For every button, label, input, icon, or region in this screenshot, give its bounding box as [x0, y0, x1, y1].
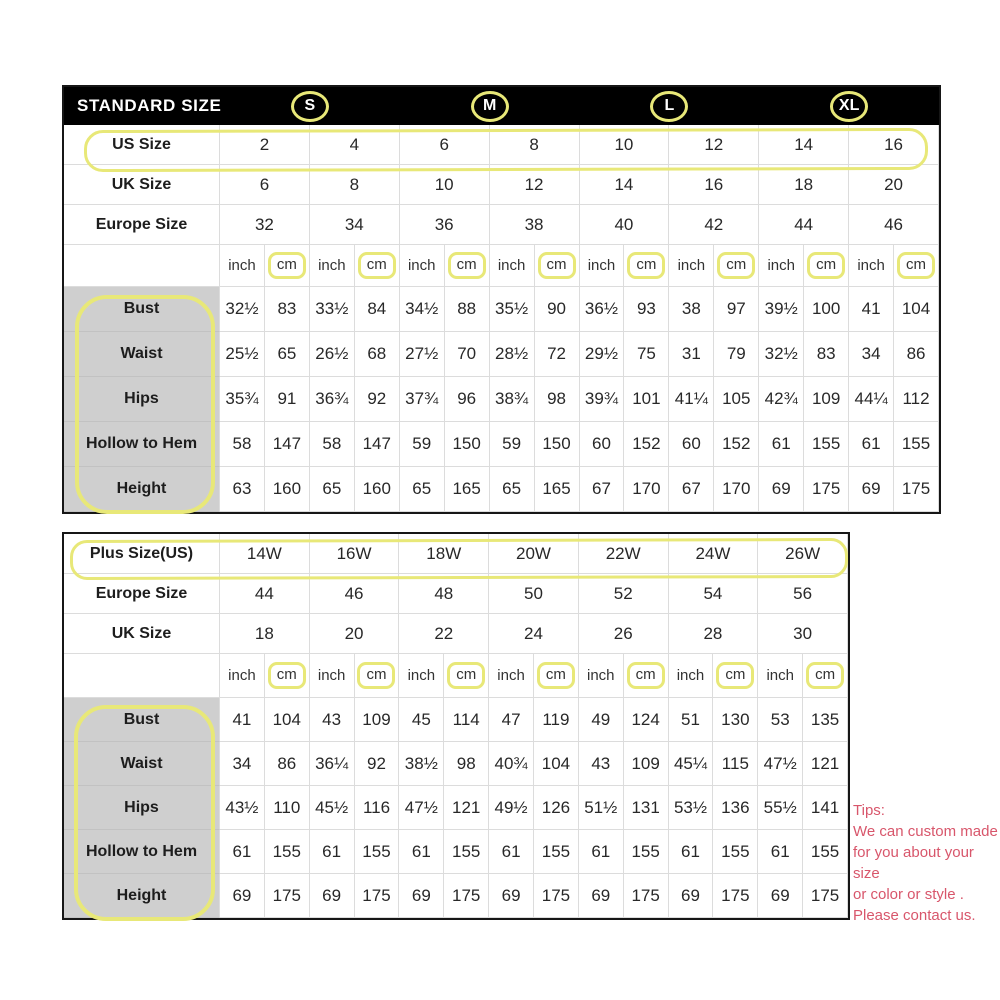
measurement-value-cell: 36¼ — [310, 742, 355, 786]
measurement-value-cell: 109 — [804, 377, 849, 422]
size-value-cell: 38 — [490, 205, 580, 245]
size-value-cell: 6 — [220, 165, 310, 205]
measurement-value-cell: 175 — [803, 874, 848, 918]
measurement-value-cell: 45¼ — [669, 742, 714, 786]
size-row-label: Europe Size — [64, 205, 220, 245]
measurement-value-cell: 58 — [310, 422, 355, 467]
measurement-value-cell: 61 — [579, 830, 624, 874]
cm-highlight-box: cm — [268, 662, 306, 689]
size-value-cell: 18W — [399, 534, 489, 574]
unit-cm-cell — [624, 654, 669, 698]
size-value-cell: 24 — [489, 614, 579, 654]
unit-inch-cell: inch — [399, 654, 444, 698]
measurement-value-cell: 112 — [894, 377, 939, 422]
measurement-value-cell: 41 — [849, 287, 894, 332]
tips-line: for you about your size — [853, 844, 974, 882]
measurement-value-cell: 47½ — [758, 742, 803, 786]
measurement-value-cell: 60 — [669, 422, 714, 467]
standard-size-title: STANDARD SIZE — [77, 96, 222, 115]
size-value-cell: 18 — [220, 614, 310, 654]
standard-size-grid — [64, 125, 939, 512]
measurement-value-cell: 70 — [445, 332, 490, 377]
size-value-cell: 54 — [669, 574, 759, 614]
cm-highlight-box: cm — [447, 662, 485, 689]
measurement-value-cell: 90 — [535, 287, 580, 332]
size-value-cell: 24W — [669, 534, 759, 574]
measurement-value-cell: 61 — [669, 830, 714, 874]
measurement-value-cell: 119 — [534, 698, 579, 742]
size-value-cell: 14 — [580, 165, 670, 205]
measurement-value-cell: 160 — [355, 467, 400, 512]
measurement-value-cell: 69 — [758, 874, 803, 918]
tips-line: or color or style . — [853, 886, 964, 903]
size-value-cell: 42 — [669, 205, 759, 245]
size-value-cell: 10 — [580, 125, 670, 165]
measurement-value-cell: 65 — [265, 332, 310, 377]
tips-note — [853, 800, 1000, 926]
size-value-cell: 48 — [399, 574, 489, 614]
measurement-row-label: Bust — [64, 698, 220, 742]
measurement-value-cell: 28½ — [490, 332, 535, 377]
measurement-value-cell: 116 — [355, 786, 400, 830]
size-value-cell: 32 — [220, 205, 310, 245]
measurement-value-cell: 130 — [713, 698, 758, 742]
unit-inch-cell: inch — [669, 245, 714, 287]
measurement-value-cell: 61 — [759, 422, 804, 467]
size-value-cell: 52 — [579, 574, 669, 614]
unit-cm-cell — [804, 245, 849, 287]
size-row-label: Plus Size(US) — [64, 534, 220, 574]
measurement-value-cell: 152 — [624, 422, 669, 467]
measurement-value-cell: 25½ — [220, 332, 265, 377]
measurement-value-cell: 34 — [849, 332, 894, 377]
measurement-value-cell: 150 — [535, 422, 580, 467]
measurement-value-cell: 155 — [713, 830, 758, 874]
tips-line: Please contact us. — [853, 907, 976, 924]
measurement-value-cell: 155 — [355, 830, 400, 874]
measurement-value-cell: 79 — [714, 332, 759, 377]
measurement-value-cell: 65 — [490, 467, 535, 512]
size-value-cell: 44 — [220, 574, 310, 614]
measurement-value-cell: 170 — [624, 467, 669, 512]
measurement-value-cell: 37¾ — [400, 377, 445, 422]
measurement-value-cell: 38 — [669, 287, 714, 332]
standard-size-header-bar — [64, 87, 939, 125]
size-value-cell: 34 — [310, 205, 400, 245]
measurement-value-cell: 83 — [265, 287, 310, 332]
measurement-value-cell: 152 — [714, 422, 759, 467]
unit-inch-cell: inch — [849, 245, 894, 287]
size-value-cell: 56 — [758, 574, 848, 614]
unit-inch-cell: inch — [400, 245, 445, 287]
unit-cm-cell — [534, 654, 579, 698]
measurement-row-label: Hips — [64, 786, 220, 830]
standard-size-table — [62, 85, 941, 514]
unit-inch-cell: inch — [310, 654, 355, 698]
measurement-value-cell: 175 — [804, 467, 849, 512]
measurement-row-label: Hips — [64, 377, 220, 422]
size-value-cell: 12 — [669, 125, 759, 165]
measurement-value-cell: 38¾ — [490, 377, 535, 422]
cm-highlight-box: cm — [717, 252, 755, 279]
measurement-value-cell: 55½ — [758, 786, 803, 830]
size-value-cell: 36 — [400, 205, 490, 245]
size-value-cell: 14 — [759, 125, 849, 165]
size-letter-slot — [580, 87, 760, 125]
measurement-value-cell: 175 — [894, 467, 939, 512]
size-row-label: US Size — [64, 125, 220, 165]
unit-inch-cell: inch — [579, 654, 624, 698]
measurement-value-cell: 91 — [265, 377, 310, 422]
measurement-value-cell: 150 — [445, 422, 490, 467]
measurement-value-cell: 93 — [624, 287, 669, 332]
measurement-value-cell: 98 — [535, 377, 580, 422]
measurement-value-cell: 61 — [310, 830, 355, 874]
size-letter-circle: M — [471, 91, 509, 122]
measurement-value-cell: 61 — [758, 830, 803, 874]
measurement-value-cell: 155 — [444, 830, 489, 874]
measurement-value-cell: 121 — [803, 742, 848, 786]
measurement-value-cell: 155 — [804, 422, 849, 467]
measurement-value-cell: 121 — [444, 786, 489, 830]
cm-highlight-box: cm — [268, 252, 306, 279]
size-value-cell: 26W — [758, 534, 848, 574]
size-letter-circle: XL — [830, 91, 868, 122]
measurement-value-cell: 105 — [714, 377, 759, 422]
unit-cm-cell — [355, 245, 400, 287]
unit-cm-cell — [265, 245, 310, 287]
measurement-value-cell: 175 — [444, 874, 489, 918]
size-letter-group — [220, 87, 939, 125]
cm-highlight-box: cm — [448, 252, 486, 279]
measurement-value-cell: 67 — [669, 467, 714, 512]
size-value-cell: 6 — [400, 125, 490, 165]
measurement-value-cell: 27½ — [400, 332, 445, 377]
unit-cm-cell — [444, 654, 489, 698]
size-value-cell: 40 — [580, 205, 670, 245]
measurement-value-cell: 72 — [535, 332, 580, 377]
measurement-value-cell: 88 — [445, 287, 490, 332]
plus-size-grid — [64, 534, 848, 918]
measurement-value-cell: 40¾ — [489, 742, 534, 786]
unit-cm-cell — [803, 654, 848, 698]
measurement-value-cell: 175 — [624, 874, 669, 918]
size-row-label: Europe Size — [64, 574, 220, 614]
unit-cm-cell — [265, 654, 310, 698]
measurement-value-cell: 44¼ — [849, 377, 894, 422]
measurement-value-cell: 100 — [804, 287, 849, 332]
measurement-row-label: Height — [64, 874, 220, 918]
measurement-value-cell: 65 — [310, 467, 355, 512]
measurement-value-cell: 175 — [265, 874, 310, 918]
measurement-value-cell: 147 — [355, 422, 400, 467]
unit-inch-cell: inch — [580, 245, 625, 287]
size-row-label: UK Size — [64, 614, 220, 654]
measurement-value-cell: 35¾ — [220, 377, 265, 422]
measurement-value-cell: 155 — [265, 830, 310, 874]
tips-line: We can custom made — [853, 823, 998, 840]
unit-cm-cell — [894, 245, 939, 287]
measurement-value-cell: 43 — [579, 742, 624, 786]
measurement-value-cell: 32½ — [220, 287, 265, 332]
measurement-value-cell: 136 — [713, 786, 758, 830]
measurement-value-cell: 41¼ — [669, 377, 714, 422]
measurement-value-cell: 175 — [355, 874, 400, 918]
unit-inch-cell: inch — [490, 245, 535, 287]
measurement-value-cell: 92 — [355, 742, 400, 786]
measurement-row-label: Bust — [64, 287, 220, 332]
plus-size-table — [62, 532, 850, 920]
unit-inch-cell: inch — [758, 654, 803, 698]
size-letter-slot — [759, 87, 939, 125]
measurement-value-cell: 45½ — [310, 786, 355, 830]
measurement-value-cell: 124 — [624, 698, 669, 742]
measurement-value-cell: 41 — [220, 698, 265, 742]
measurement-value-cell: 43 — [310, 698, 355, 742]
measurement-value-cell: 34 — [220, 742, 265, 786]
measurement-value-cell: 69 — [489, 874, 534, 918]
size-value-cell: 30 — [758, 614, 848, 654]
measurement-value-cell: 69 — [579, 874, 624, 918]
measurement-row-label: Height — [64, 467, 220, 512]
measurement-row-label: Waist — [64, 332, 220, 377]
measurement-value-cell: 104 — [265, 698, 310, 742]
measurement-value-cell: 155 — [894, 422, 939, 467]
size-value-cell: 8 — [490, 125, 580, 165]
measurement-value-cell: 114 — [444, 698, 489, 742]
measurement-value-cell: 61 — [489, 830, 534, 874]
measurement-value-cell: 86 — [265, 742, 310, 786]
measurement-value-cell: 59 — [490, 422, 535, 467]
size-value-cell: 16 — [849, 125, 939, 165]
measurement-value-cell: 69 — [669, 874, 714, 918]
unit-cm-cell — [355, 654, 400, 698]
measurement-value-cell: 63 — [220, 467, 265, 512]
measurement-value-cell: 31 — [669, 332, 714, 377]
measurement-value-cell: 68 — [355, 332, 400, 377]
measurement-row-label: Hollow to Hem — [64, 422, 220, 467]
measurement-value-cell: 32½ — [759, 332, 804, 377]
measurement-value-cell: 38½ — [399, 742, 444, 786]
size-value-cell: 12 — [490, 165, 580, 205]
cm-highlight-box: cm — [537, 662, 575, 689]
measurement-value-cell: 96 — [445, 377, 490, 422]
size-value-cell: 22 — [399, 614, 489, 654]
size-value-cell: 20W — [489, 534, 579, 574]
cm-highlight-box: cm — [807, 252, 845, 279]
measurement-value-cell: 51½ — [579, 786, 624, 830]
measurement-value-cell: 147 — [265, 422, 310, 467]
size-value-cell: 4 — [310, 125, 400, 165]
measurement-value-cell: 115 — [713, 742, 758, 786]
measurement-value-cell: 47 — [489, 698, 534, 742]
size-letter-slot — [400, 87, 580, 125]
measurement-value-cell: 155 — [624, 830, 669, 874]
unit-cm-cell — [713, 654, 758, 698]
measurement-value-cell: 69 — [399, 874, 444, 918]
cm-highlight-box: cm — [716, 662, 754, 689]
measurement-value-cell: 53½ — [669, 786, 714, 830]
measurement-value-cell: 135 — [803, 698, 848, 742]
size-letter-circle: S — [291, 91, 329, 122]
size-value-cell: 22W — [579, 534, 669, 574]
size-value-cell: 44 — [759, 205, 849, 245]
size-value-cell: 20 — [849, 165, 939, 205]
measurement-value-cell: 109 — [355, 698, 400, 742]
cm-highlight-box: cm — [806, 662, 844, 689]
measurement-value-cell: 43½ — [220, 786, 265, 830]
measurement-value-cell: 36¾ — [310, 377, 355, 422]
measurement-value-cell: 83 — [804, 332, 849, 377]
measurement-value-cell: 69 — [220, 874, 265, 918]
measurement-value-cell: 39½ — [759, 287, 804, 332]
size-value-cell: 8 — [310, 165, 400, 205]
size-value-cell: 28 — [669, 614, 759, 654]
tips-lines — [853, 821, 1000, 926]
size-value-cell: 46 — [849, 205, 939, 245]
measurement-value-cell: 49 — [579, 698, 624, 742]
cm-highlight-box: cm — [627, 662, 665, 689]
size-value-cell: 50 — [489, 574, 579, 614]
unit-inch-cell: inch — [759, 245, 804, 287]
measurement-value-cell: 35½ — [490, 287, 535, 332]
measurement-value-cell: 51 — [669, 698, 714, 742]
measurement-value-cell: 165 — [445, 467, 490, 512]
size-value-cell: 2 — [220, 125, 310, 165]
size-letter-slot — [220, 87, 400, 125]
measurement-value-cell: 175 — [534, 874, 579, 918]
size-value-cell: 18 — [759, 165, 849, 205]
size-value-cell: 46 — [310, 574, 400, 614]
measurement-value-cell: 33½ — [310, 287, 355, 332]
measurement-value-cell: 42¾ — [759, 377, 804, 422]
unit-inch-cell: inch — [489, 654, 534, 698]
cm-highlight-box: cm — [897, 252, 935, 279]
size-letter-circle: L — [650, 91, 688, 122]
measurement-value-cell: 26½ — [310, 332, 355, 377]
measurement-value-cell: 165 — [535, 467, 580, 512]
unit-cm-cell — [624, 245, 669, 287]
measurement-value-cell: 29½ — [580, 332, 625, 377]
size-value-cell: 16W — [310, 534, 400, 574]
measurement-value-cell: 49½ — [489, 786, 534, 830]
measurement-value-cell: 65 — [400, 467, 445, 512]
measurement-row-label: Waist — [64, 742, 220, 786]
measurement-value-cell: 61 — [849, 422, 894, 467]
tips-title: Tips: — [853, 802, 885, 819]
measurement-value-cell: 97 — [714, 287, 759, 332]
unit-inch-cell: inch — [220, 245, 265, 287]
unit-inch-cell: inch — [310, 245, 355, 287]
cm-highlight-box: cm — [627, 252, 665, 279]
measurement-value-cell: 61 — [220, 830, 265, 874]
measurement-value-cell: 84 — [355, 287, 400, 332]
measurement-value-cell: 110 — [265, 786, 310, 830]
measurement-value-cell: 98 — [444, 742, 489, 786]
measurement-value-cell: 92 — [355, 377, 400, 422]
measurement-value-cell: 101 — [624, 377, 669, 422]
unit-row-label — [64, 245, 220, 287]
measurement-value-cell: 39¾ — [580, 377, 625, 422]
measurement-value-cell: 34½ — [400, 287, 445, 332]
measurement-value-cell: 60 — [580, 422, 625, 467]
measurement-value-cell: 109 — [624, 742, 669, 786]
unit-cm-cell — [445, 245, 490, 287]
measurement-value-cell: 155 — [803, 830, 848, 874]
size-value-cell: 14W — [220, 534, 310, 574]
measurement-value-cell: 160 — [265, 467, 310, 512]
measurement-value-cell: 36½ — [580, 287, 625, 332]
measurement-value-cell: 131 — [624, 786, 669, 830]
cm-highlight-box: cm — [538, 252, 576, 279]
cm-highlight-box: cm — [358, 252, 396, 279]
measurement-value-cell: 75 — [624, 332, 669, 377]
measurement-value-cell: 175 — [713, 874, 758, 918]
measurement-value-cell: 58 — [220, 422, 265, 467]
measurement-value-cell: 47½ — [399, 786, 444, 830]
measurement-value-cell: 155 — [534, 830, 579, 874]
measurement-value-cell: 104 — [894, 287, 939, 332]
unit-row-label — [64, 654, 220, 698]
unit-inch-cell: inch — [669, 654, 714, 698]
size-value-cell: 10 — [400, 165, 490, 205]
measurement-row-label: Hollow to Hem — [64, 830, 220, 874]
measurement-value-cell: 45 — [399, 698, 444, 742]
measurement-value-cell: 59 — [400, 422, 445, 467]
measurement-value-cell: 104 — [534, 742, 579, 786]
unit-inch-cell: inch — [220, 654, 265, 698]
size-value-cell: 20 — [310, 614, 400, 654]
measurement-value-cell: 69 — [849, 467, 894, 512]
size-value-cell: 16 — [669, 165, 759, 205]
measurement-value-cell: 86 — [894, 332, 939, 377]
measurement-value-cell: 170 — [714, 467, 759, 512]
size-row-label: UK Size — [64, 165, 220, 205]
measurement-value-cell: 67 — [580, 467, 625, 512]
cm-highlight-box: cm — [357, 662, 395, 689]
measurement-value-cell: 141 — [803, 786, 848, 830]
size-value-cell: 26 — [579, 614, 669, 654]
measurement-value-cell: 61 — [399, 830, 444, 874]
measurement-value-cell: 126 — [534, 786, 579, 830]
measurement-value-cell: 69 — [310, 874, 355, 918]
measurement-value-cell: 69 — [759, 467, 804, 512]
unit-cm-cell — [714, 245, 759, 287]
unit-cm-cell — [535, 245, 580, 287]
measurement-value-cell: 53 — [758, 698, 803, 742]
